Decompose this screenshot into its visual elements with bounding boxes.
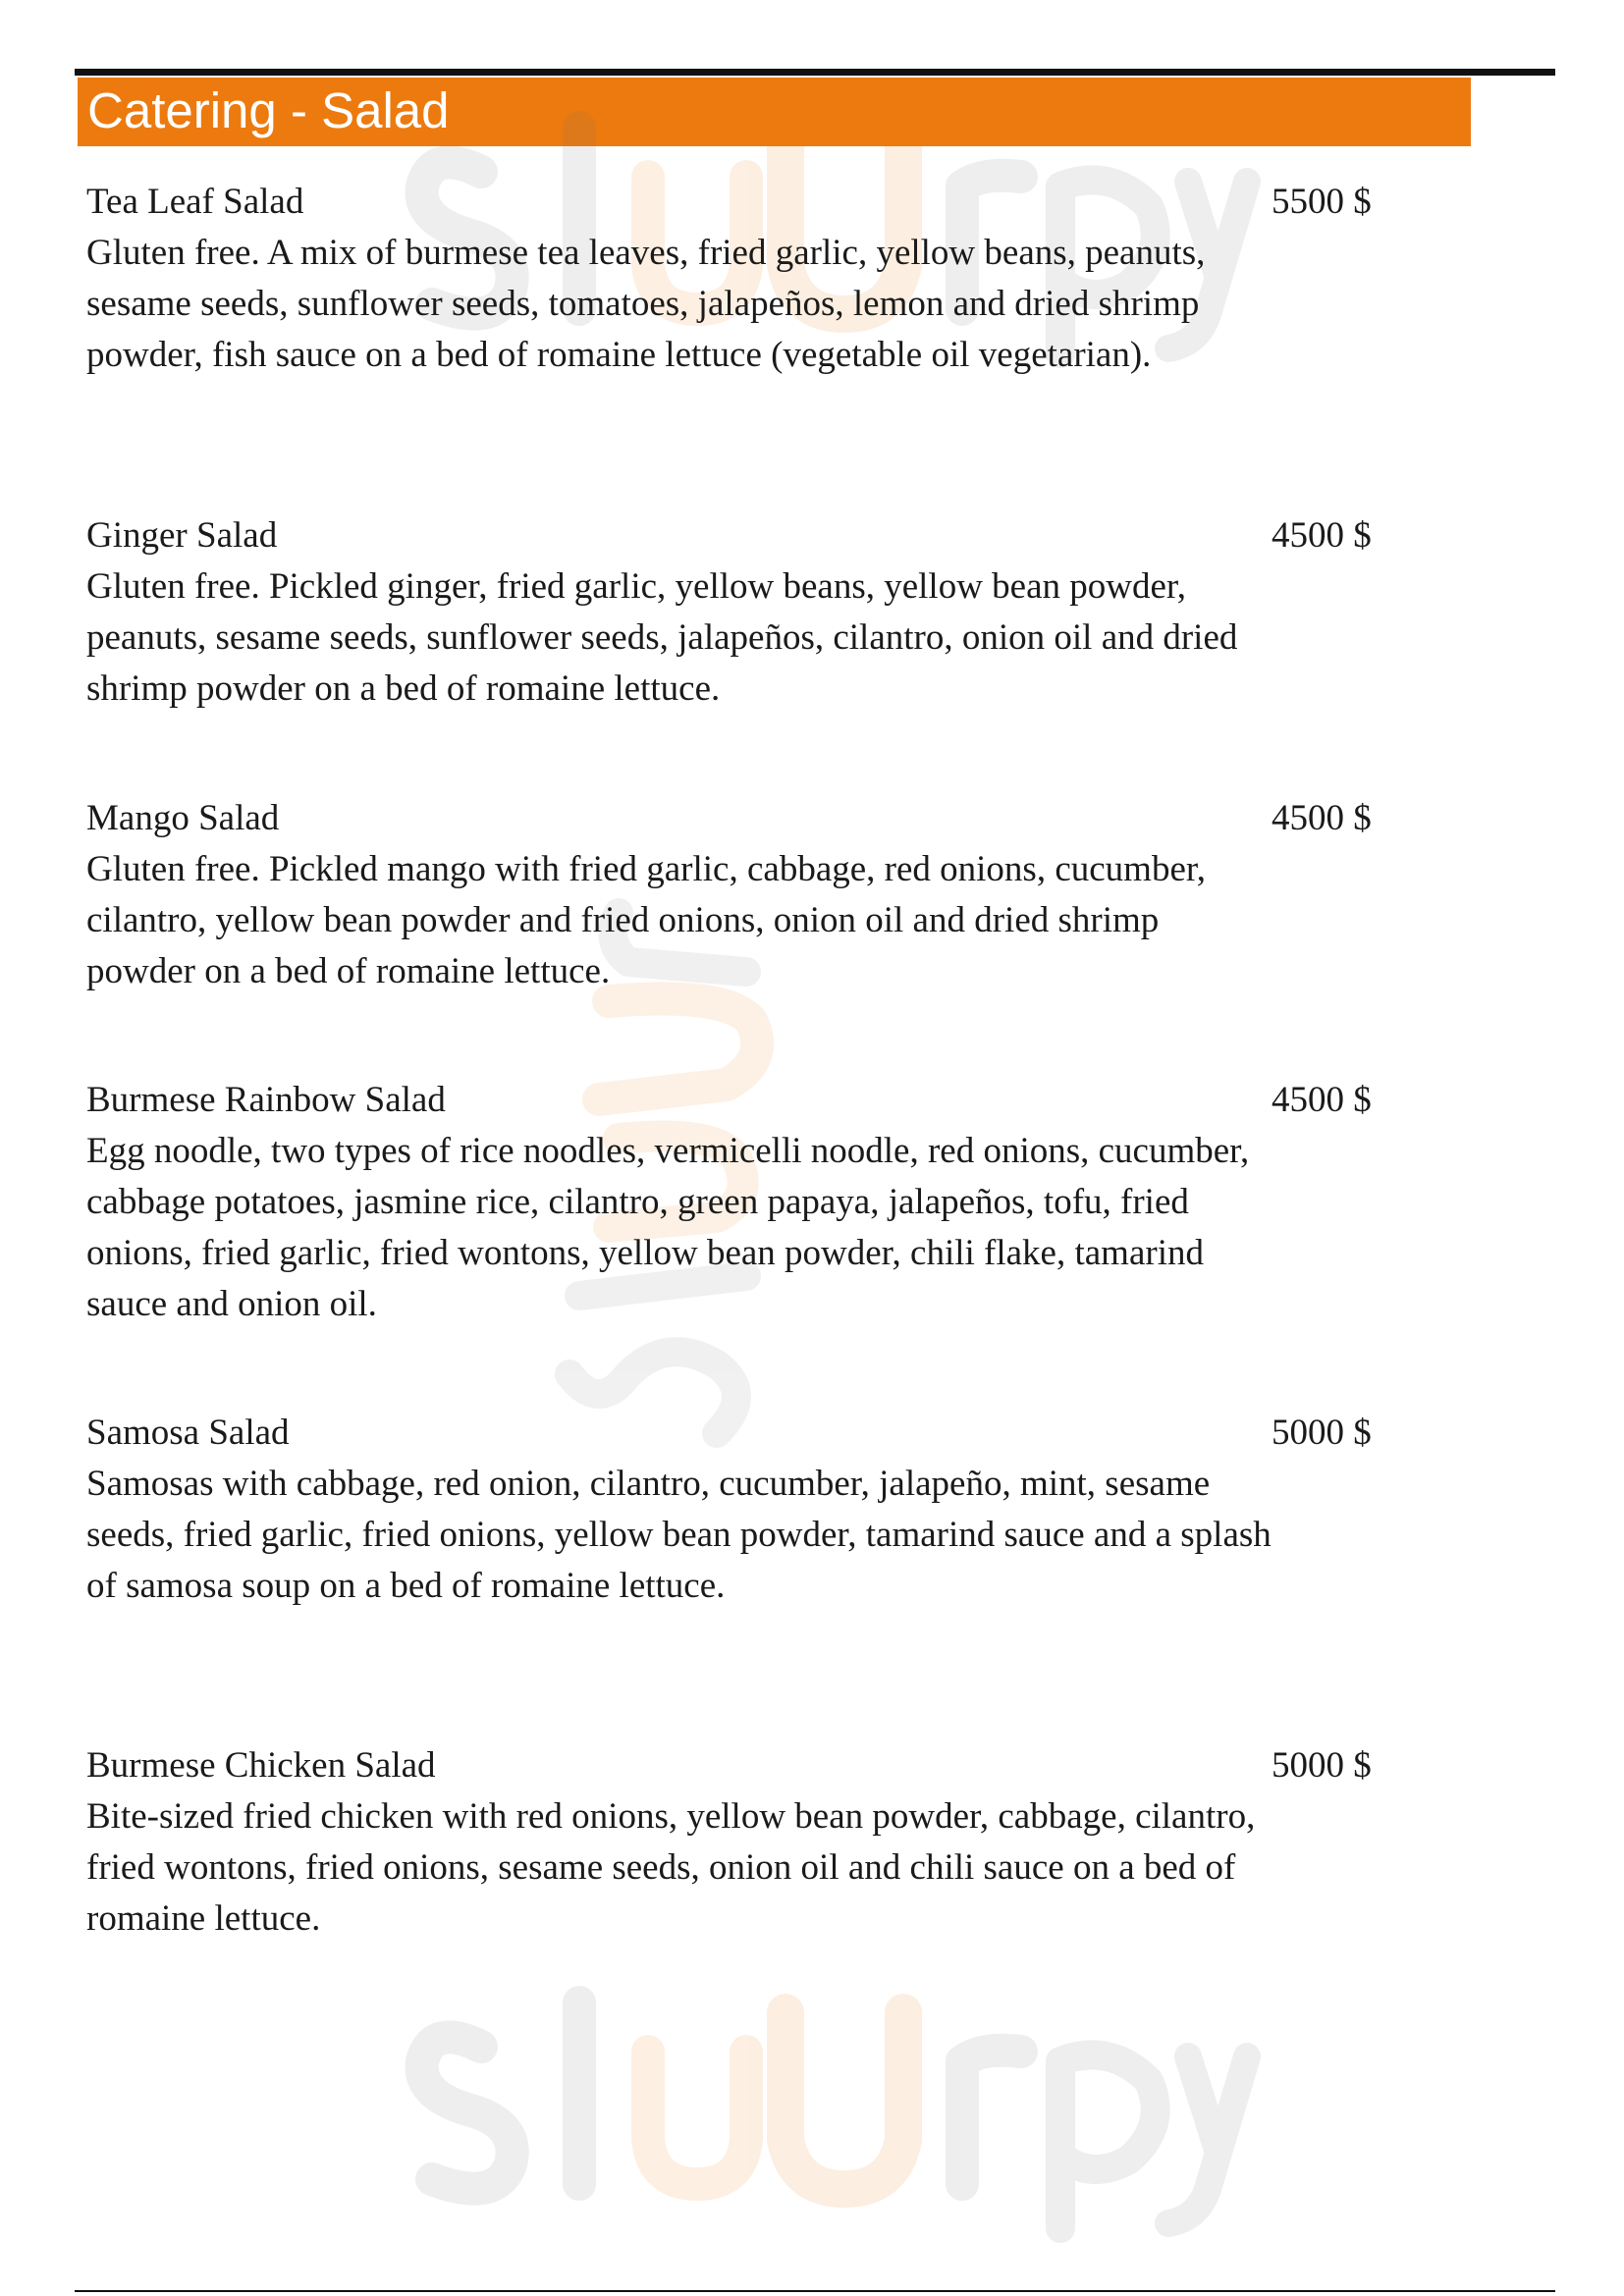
menu-item	[86, 1408, 1412, 1612]
item-price: 5500 $	[1272, 182, 1372, 222]
item-price: 5000 $	[1272, 1413, 1372, 1453]
item-description: Samosas with cabbage, red onion, cilantro, cucumber, jalapeño, mint, sesame seeds, fried garlic, fried onions, yellow bean powder, tamarind sauce and a splash of samosa soup on a bed of romaine lettuce.	[86, 1464, 1272, 1606]
top-rule	[75, 69, 1555, 76]
item-name: Mango Salad	[86, 798, 280, 838]
menu-item	[86, 510, 1412, 715]
item-name: Ginger Salad	[86, 515, 278, 556]
item-name: Samosa Salad	[86, 1413, 290, 1453]
section-title: Catering - Salad	[87, 81, 450, 138]
item-description: Gluten free. Pickled mango with fried garlic, cabbage, red onions, cucumber, cilantro, yellow bean powder and fried onions, onion oil and dried shrimp powder on a bed of romaine lettuce.	[86, 849, 1206, 991]
item-price: 5000 $	[1272, 1745, 1372, 1786]
item-name: Burmese Chicken Salad	[86, 1745, 436, 1786]
menu-item	[86, 793, 1412, 997]
item-name: Burmese Rainbow Salad	[86, 1080, 446, 1120]
sluurpy-watermark-logo-bottom	[393, 1953, 1237, 2248]
item-description: Gluten free. Pickled ginger, fried garlic, yellow beans, yellow bean powder, peanuts, sesame seeds, sunflower seeds, jalapeños, cilantro, onion oil and dried shrimp powder on a bed of romaine lettuce.	[86, 566, 1238, 709]
menu-item	[86, 1740, 1412, 1945]
bottom-rule	[75, 2290, 1555, 2292]
item-description: Gluten free. A mix of burmese tea leaves, fried garlic, yellow beans, peanuts, sesame seeds, sunflower seeds, tomatoes, jalapeños, lemon and dried shrimp powder, fish sauce on a bed of romaine lettuce (vegetable oil vegetarian).	[86, 233, 1206, 375]
item-price: 4500 $	[1272, 1080, 1372, 1120]
item-description: Egg noodle, two types of rice noodles, vermicelli noodle, red onions, cucumber, cabbage potatoes, jasmine rice, cilantro, green papaya, jalapeños, tofu, fried onions, fried garlic, fried wontons, yellow bean powder, chili flake, tamarind sauce and onion oil.	[86, 1131, 1250, 1324]
menu-item	[86, 1075, 1412, 1330]
item-price: 4500 $	[1272, 515, 1372, 556]
item-price: 4500 $	[1272, 798, 1372, 838]
item-description: Bite-sized fried chicken with red onions, yellow bean powder, cabbage, cilantro, fried wontons, fried onions, sesame seeds, onion oil and chili sauce on a bed of romaine lettuce.	[86, 1796, 1256, 1939]
section-header	[78, 78, 1471, 146]
menu-item	[86, 177, 1412, 381]
item-name: Tea Leaf Salad	[86, 182, 304, 222]
